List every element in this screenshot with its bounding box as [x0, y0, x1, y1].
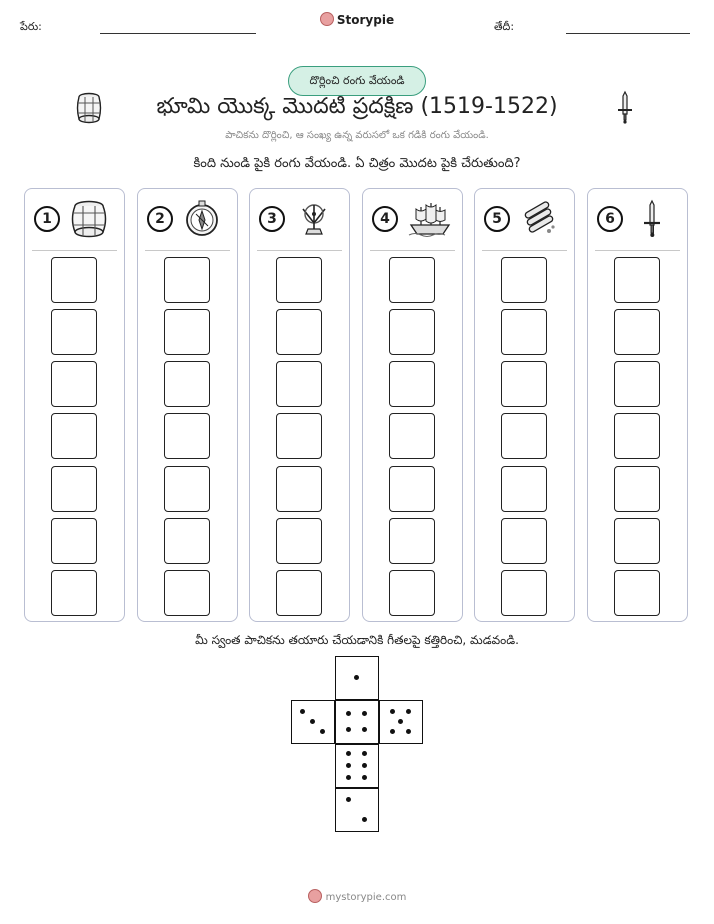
- coloring-box[interactable]: [276, 466, 322, 512]
- coloring-box[interactable]: [501, 570, 547, 616]
- dice-pip: [300, 709, 305, 714]
- compass-icon: [182, 199, 222, 239]
- coloring-box[interactable]: [51, 570, 97, 616]
- astrolabe-icon: [294, 199, 334, 239]
- divider: [257, 250, 342, 251]
- coloring-box[interactable]: [389, 466, 435, 512]
- dice-face-5: [379, 700, 423, 744]
- name-label: పేరు:: [20, 20, 42, 33]
- dice-pip: [362, 763, 367, 768]
- bear-icon: [308, 889, 322, 903]
- coloring-box[interactable]: [614, 413, 660, 459]
- dice-pip: [406, 729, 411, 734]
- coloring-box[interactable]: [501, 309, 547, 355]
- column-2: [137, 188, 238, 622]
- dice-pip: [390, 709, 395, 714]
- dice-face-2: [335, 788, 379, 832]
- coloring-box[interactable]: [389, 413, 435, 459]
- coloring-box[interactable]: [276, 518, 322, 564]
- dice-pip: [362, 727, 367, 732]
- dice-face-1: [335, 656, 379, 700]
- coloring-box[interactable]: [614, 361, 660, 407]
- dice-pip: [310, 719, 315, 724]
- date-line[interactable]: [566, 33, 690, 34]
- cinnamon-sticks-icon: [519, 199, 559, 239]
- coloring-box[interactable]: [51, 361, 97, 407]
- dice-pip: [390, 729, 395, 734]
- dice-pip: [362, 817, 367, 822]
- coloring-box[interactable]: [389, 361, 435, 407]
- sword-title-icon: [612, 90, 638, 124]
- coloring-box[interactable]: [276, 413, 322, 459]
- footer: mystorypie.com: [0, 889, 714, 903]
- coloring-box[interactable]: [501, 518, 547, 564]
- page-title: భూమి యొక్క మొదటి ప్రదక్షిణ (1519-1522): [156, 94, 558, 119]
- dice-pip: [346, 751, 351, 756]
- divider: [595, 250, 680, 251]
- coloring-box[interactable]: [164, 361, 210, 407]
- coloring-box[interactable]: [501, 257, 547, 303]
- column-number: 1: [34, 206, 60, 232]
- subtitle: పాచికను దొర్లించి, ఆ సంఖ్య ఉన్న వరుసలో ఒక గడికి రంగు వేయండి.: [225, 130, 489, 141]
- dice-face-4: [335, 700, 379, 744]
- coloring-box[interactable]: [51, 413, 97, 459]
- ship-icon: [407, 199, 447, 239]
- coloring-box[interactable]: [614, 309, 660, 355]
- column-number: 6: [597, 206, 623, 232]
- coloring-box[interactable]: [614, 570, 660, 616]
- divider: [482, 250, 567, 251]
- coloring-box[interactable]: [501, 361, 547, 407]
- brand-logo: Storypie: [0, 12, 714, 27]
- coloring-box[interactable]: [389, 257, 435, 303]
- coloring-box[interactable]: [389, 518, 435, 564]
- coloring-box[interactable]: [614, 518, 660, 564]
- dice-pip: [346, 775, 351, 780]
- dice-pip: [406, 709, 411, 714]
- divider: [145, 250, 230, 251]
- dice-pip: [362, 711, 367, 716]
- divider: [370, 250, 455, 251]
- coloring-box[interactable]: [51, 257, 97, 303]
- activity-badge: దొర్లించి రంగు వేయండి: [288, 66, 426, 96]
- coloring-box[interactable]: [51, 309, 97, 355]
- coloring-box[interactable]: [276, 309, 322, 355]
- dice-pip: [354, 675, 359, 680]
- barrel-icon: [69, 199, 109, 239]
- date-label: తేదీ:: [494, 20, 515, 33]
- sword-icon: [632, 199, 672, 239]
- bear-icon: [320, 12, 334, 26]
- dice-pip: [346, 763, 351, 768]
- coloring-box[interactable]: [51, 466, 97, 512]
- dice-pip: [320, 729, 325, 734]
- column-4: [362, 188, 463, 622]
- coloring-box[interactable]: [51, 518, 97, 564]
- column-1: [24, 188, 125, 622]
- coloring-box[interactable]: [164, 466, 210, 512]
- coloring-box[interactable]: [164, 570, 210, 616]
- dice-pip: [346, 727, 351, 732]
- cut-instruction: మీ స్వంత పాచికను తయారు చేయడానికి గీతలపై కత్తిరించి, మడవండి.: [195, 633, 519, 647]
- column-number: 2: [147, 206, 173, 232]
- column-5: [474, 188, 575, 622]
- name-line[interactable]: [100, 33, 256, 34]
- coloring-box[interactable]: [501, 413, 547, 459]
- instruction: కింది నుండి పైకి రంగు వేయండి. ఏ చిత్రం మొదట పైకి చేరుతుంది?: [193, 156, 521, 171]
- coloring-box[interactable]: [501, 466, 547, 512]
- column-number: 5: [484, 206, 510, 232]
- coloring-box[interactable]: [389, 309, 435, 355]
- coloring-box[interactable]: [614, 257, 660, 303]
- coloring-box[interactable]: [276, 257, 322, 303]
- column-number: 4: [372, 206, 398, 232]
- coloring-box[interactable]: [276, 361, 322, 407]
- column-3: [249, 188, 350, 622]
- dice-pip: [362, 775, 367, 780]
- coloring-box[interactable]: [164, 257, 210, 303]
- column-number: 3: [259, 206, 285, 232]
- dice-face-6: [335, 744, 379, 788]
- coloring-box[interactable]: [614, 466, 660, 512]
- coloring-box[interactable]: [164, 518, 210, 564]
- coloring-box[interactable]: [389, 570, 435, 616]
- dice-pip: [398, 719, 403, 724]
- dice-pip: [362, 751, 367, 756]
- coloring-box[interactable]: [164, 413, 210, 459]
- coloring-box[interactable]: [164, 309, 210, 355]
- divider: [32, 250, 117, 251]
- column-6: [587, 188, 688, 622]
- dice-face-3: [291, 700, 335, 744]
- dice-pip: [346, 797, 351, 802]
- dice-pip: [346, 711, 351, 716]
- coloring-box[interactable]: [276, 570, 322, 616]
